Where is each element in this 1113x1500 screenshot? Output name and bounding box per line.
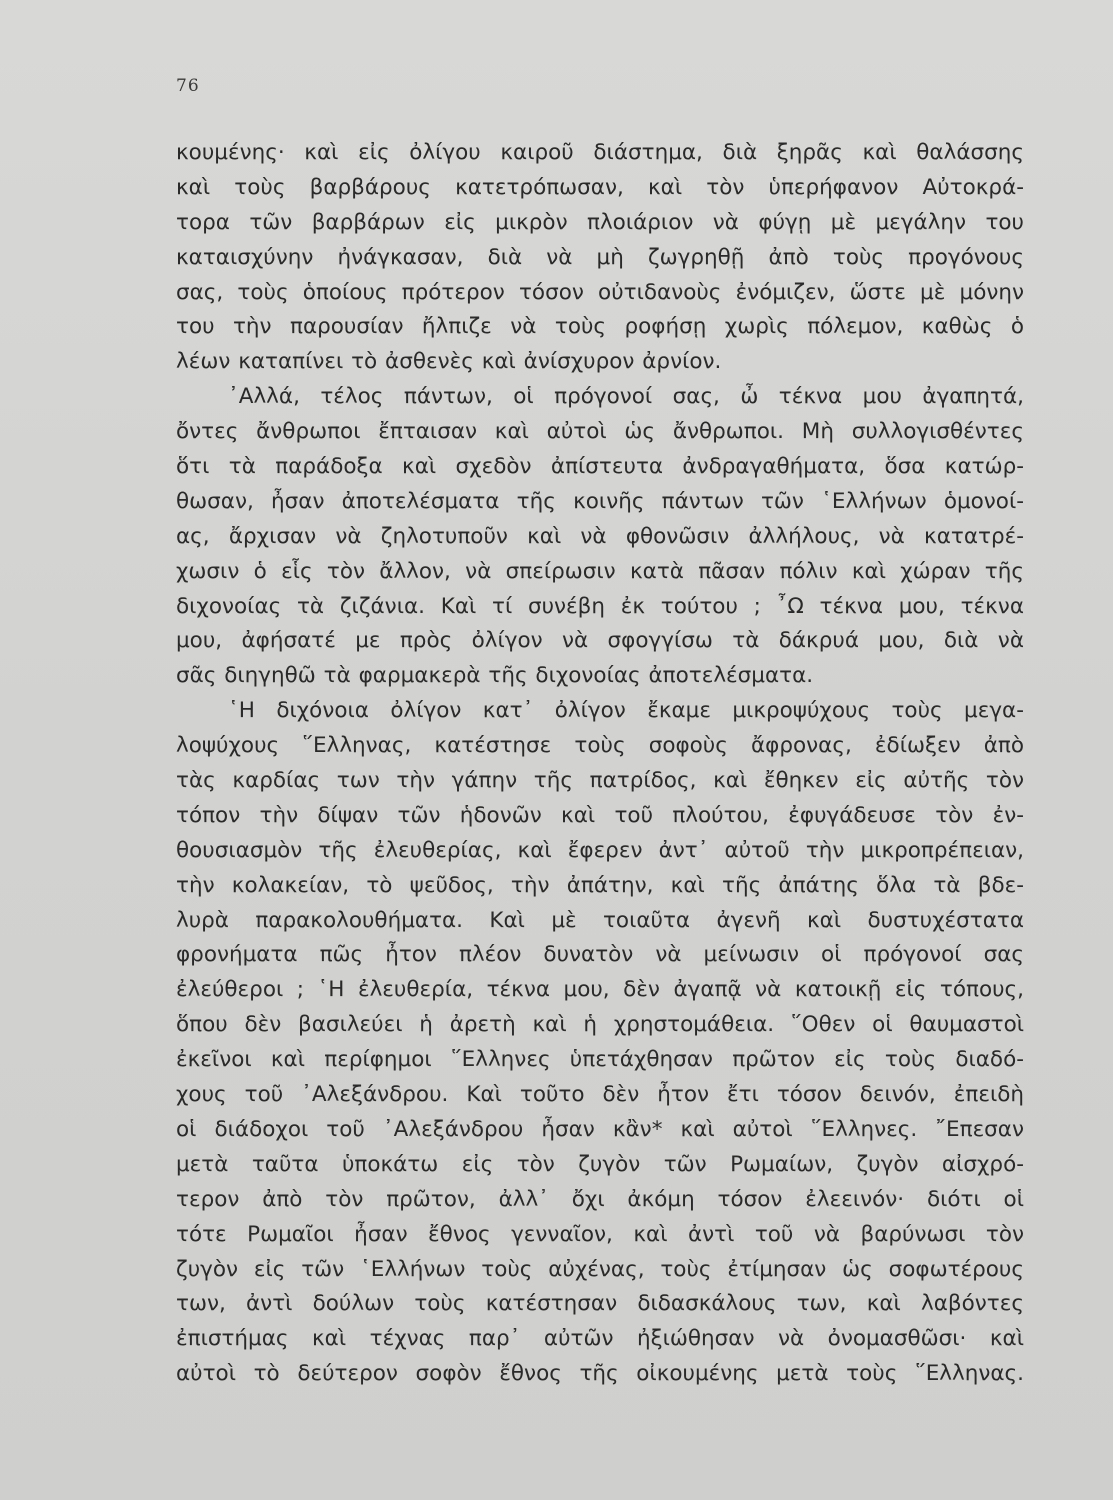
text-line: χους τοῦ ᾿Αλεξάνδρου. Καὶ τοῦτο δὲν ἦτον ἔτι τόσον δεινόν, ἐπειδὴ: [176, 1082, 1024, 1108]
text-line: χωσιν ὁ εἷς τὸν ἄλλον, νὰ σπείρωσιν κατὰ πᾶσαν πόλιν καὶ χώραν τῆς: [176, 558, 1024, 584]
paragraph-first-line: ῾Η διχόνοια ὀλίγον κατ᾿ ὀλίγον ἔκαμε μικροψύχους τοὺς μεγα-: [228, 698, 1024, 724]
text-line: κουμένης· καὶ εἰς ὀλίγου καιροῦ διάστημα, διὰ ξηρᾶς καὶ θαλάσσης: [176, 140, 1024, 165]
text-line: ας, ἄρχισαν νὰ ζηλοτυποῦν καὶ νὰ φθονῶσιν ἀλλήλους, νὰ κατατρέ-: [176, 523, 1024, 549]
text-line: ὅπου δὲν βασιλεύει ἡ ἀρετὴ καὶ ἡ χρηστομάθεια. ῞Οθεν οἱ θαυμαστοὶ: [176, 1012, 1024, 1038]
text-line: λέων καταπίνει τὸ ἀσθενὲς καὶ ἀνίσχυρον ἀρνίον.: [176, 349, 722, 375]
text-line: λυρὰ παρακολουθήματα. Καὶ μὲ τοιαῦτα ἀγενῆ καὶ δυστυχέστατα: [176, 907, 1024, 933]
text-line: ἐλεύθεροι ; ῾Η ἐλευθερία, τέκνα μου, δὲν ἀγαπᾷ νὰ κατοικῇ εἰς τόπους,: [176, 977, 1024, 1003]
text-line: σας, τοὺς ὁποίους πρότερον τόσον οὐτιδανοὺς ἐνόμιζεν, ὥστε μὲ μόνην: [176, 279, 1024, 305]
text-line: τορα τῶν βαρβάρων εἰς μικρὸν πλοιάριον νὰ φύγῃ μὲ μεγάλην του: [176, 209, 1024, 235]
text-line: ζυγὸν εἰς τῶν ῾Ελλήνων τοὺς αὐχένας, τοὺς ἐτίμησαν ὡς σοφωτέρους: [176, 1256, 1024, 1282]
text-line: σᾶς διηγηθῶ τὰ φαρμακερὰ τῆς διχονοίας ἀποτελέσματα.: [176, 663, 814, 689]
text-line: θουσιασμὸν τῆς ἐλευθερίας, καὶ ἔφερεν ἀντ᾿ αὐτοῦ τὴν μικροπρέπειαν,: [176, 837, 1024, 863]
page-number: 76: [176, 76, 200, 96]
text-line: ὅτι τὰ παράδοξα καὶ σχεδὸν ἀπίστευτα ἀνδραγαθήματα, ὅσα κατώρ-: [176, 454, 1024, 480]
text-line: τὰς καρδίας των τὴν γάπην τῆς πατρίδος, καὶ ἔθηκεν εἰς αὐτῆς τὸν: [176, 768, 1024, 794]
text-line: φρονήματα πῶς ἦτον πλέον δυνατὸν νὰ μείνωσιν οἱ πρόγονοί σας: [176, 942, 1024, 968]
text-line: μετὰ ταῦτα ὑποκάτω εἰς τὸν ζυγὸν τῶν Ρωμαίων, ζυγὸν αἰσχρό-: [176, 1151, 1024, 1177]
text-line: αὐτοὶ τὸ δεύτερον σοφὸν ἔθνος τῆς οἰκουμένης μετὰ τοὺς ῞Ελληνας.: [176, 1361, 1024, 1387]
body-text: [176, 136, 1024, 1392]
text-line: καὶ τοὺς βαρβάρους κατετρόπωσαν, καὶ τὸν ὑπερήφανον Αὐτοκρά-: [176, 174, 1024, 200]
text-line: τόπον τὴν δίψαν τῶν ἡδονῶν καὶ τοῦ πλούτου, ἐφυγάδευσε τὸν ἐν-: [176, 802, 1024, 828]
text-line: ὄντες ἄνθρωποι ἔπταισαν καὶ αὐτοὶ ὡς ἄνθρωποι. Μὴ συλλογισθέντες: [176, 419, 1024, 445]
paragraph-first-line: ᾿Αλλά, τέλος πάντων, οἱ πρόγονοί σας, ὦ τέκνα μου ἀγαπητά,: [228, 384, 1024, 410]
text-line: μου, ἀφήσατέ με πρὸς ὀλίγον νὰ σφογγίσω τὰ δάκρυά μου, διὰ νὰ: [176, 628, 1024, 654]
text-line: λοψύχους ῞Ελληνας, κατέστησε τοὺς σοφοὺς ἄφρονας, ἐδίωξεν ἀπὸ: [176, 733, 1024, 759]
text-line: ἐπιστήμας καὶ τέχνας παρ᾿ αὐτῶν ἠξιώθησαν νὰ ὀνομασθῶσι· καὶ: [176, 1326, 1024, 1352]
text-line: θωσαν, ἦσαν ἀποτελέσματα τῆς κοινῆς πάντων τῶν ῾Ελλήνων ὁμονοί-: [176, 488, 1024, 514]
text-line: τὴν κολακείαν, τὸ ψεῦδος, τὴν ἀπάτην, καὶ τῆς ἀπάτης ὅλα τὰ βδε-: [176, 872, 1024, 898]
text-line: των, ἀντὶ δούλων τοὺς κατέστησαν διδασκάλους των, καὶ λαβόντες: [176, 1291, 1024, 1317]
text-line: οἱ διάδοχοι τοῦ ᾿Αλεξάνδρου ἦσαν κἂν* καὶ αὐτοὶ ῞Ελληνες. ῎Επεσαν: [176, 1116, 1024, 1142]
text-line: του τὴν παρουσίαν ἤλπιζε νὰ τοὺς ροφήσῃ χωρὶς πόλεμον, καθὼς ὁ: [176, 314, 1024, 340]
text-line: ἐκεῖνοι καὶ περίφημοι ῞Ελληνες ὑπετάχθησαν πρῶτον εἰς τοὺς διαδό-: [176, 1047, 1024, 1073]
text-line: τερον ἀπὸ τὸν πρῶτον, ἀλλ᾿ ὄχι ἀκόμη τόσον ἐλεεινόν· διότι οἱ: [176, 1186, 1024, 1212]
text-line: διχονοίας τὰ ζιζάνια. Καὶ τί συνέβη ἐκ τούτου ; ῏Ω τέκνα μου, τέκνα: [176, 593, 1024, 619]
text-line: καταισχύνην ἠνάγκασαν, διὰ νὰ μὴ ζωγρηθῇ ἀπὸ τοὺς προγόνους: [176, 244, 1024, 270]
text-line: τότε Ρωμαῖοι ἦσαν ἔθνος γενναῖον, καὶ ἀντὶ τοῦ νὰ βαρύνωσι τὸν: [176, 1221, 1024, 1247]
